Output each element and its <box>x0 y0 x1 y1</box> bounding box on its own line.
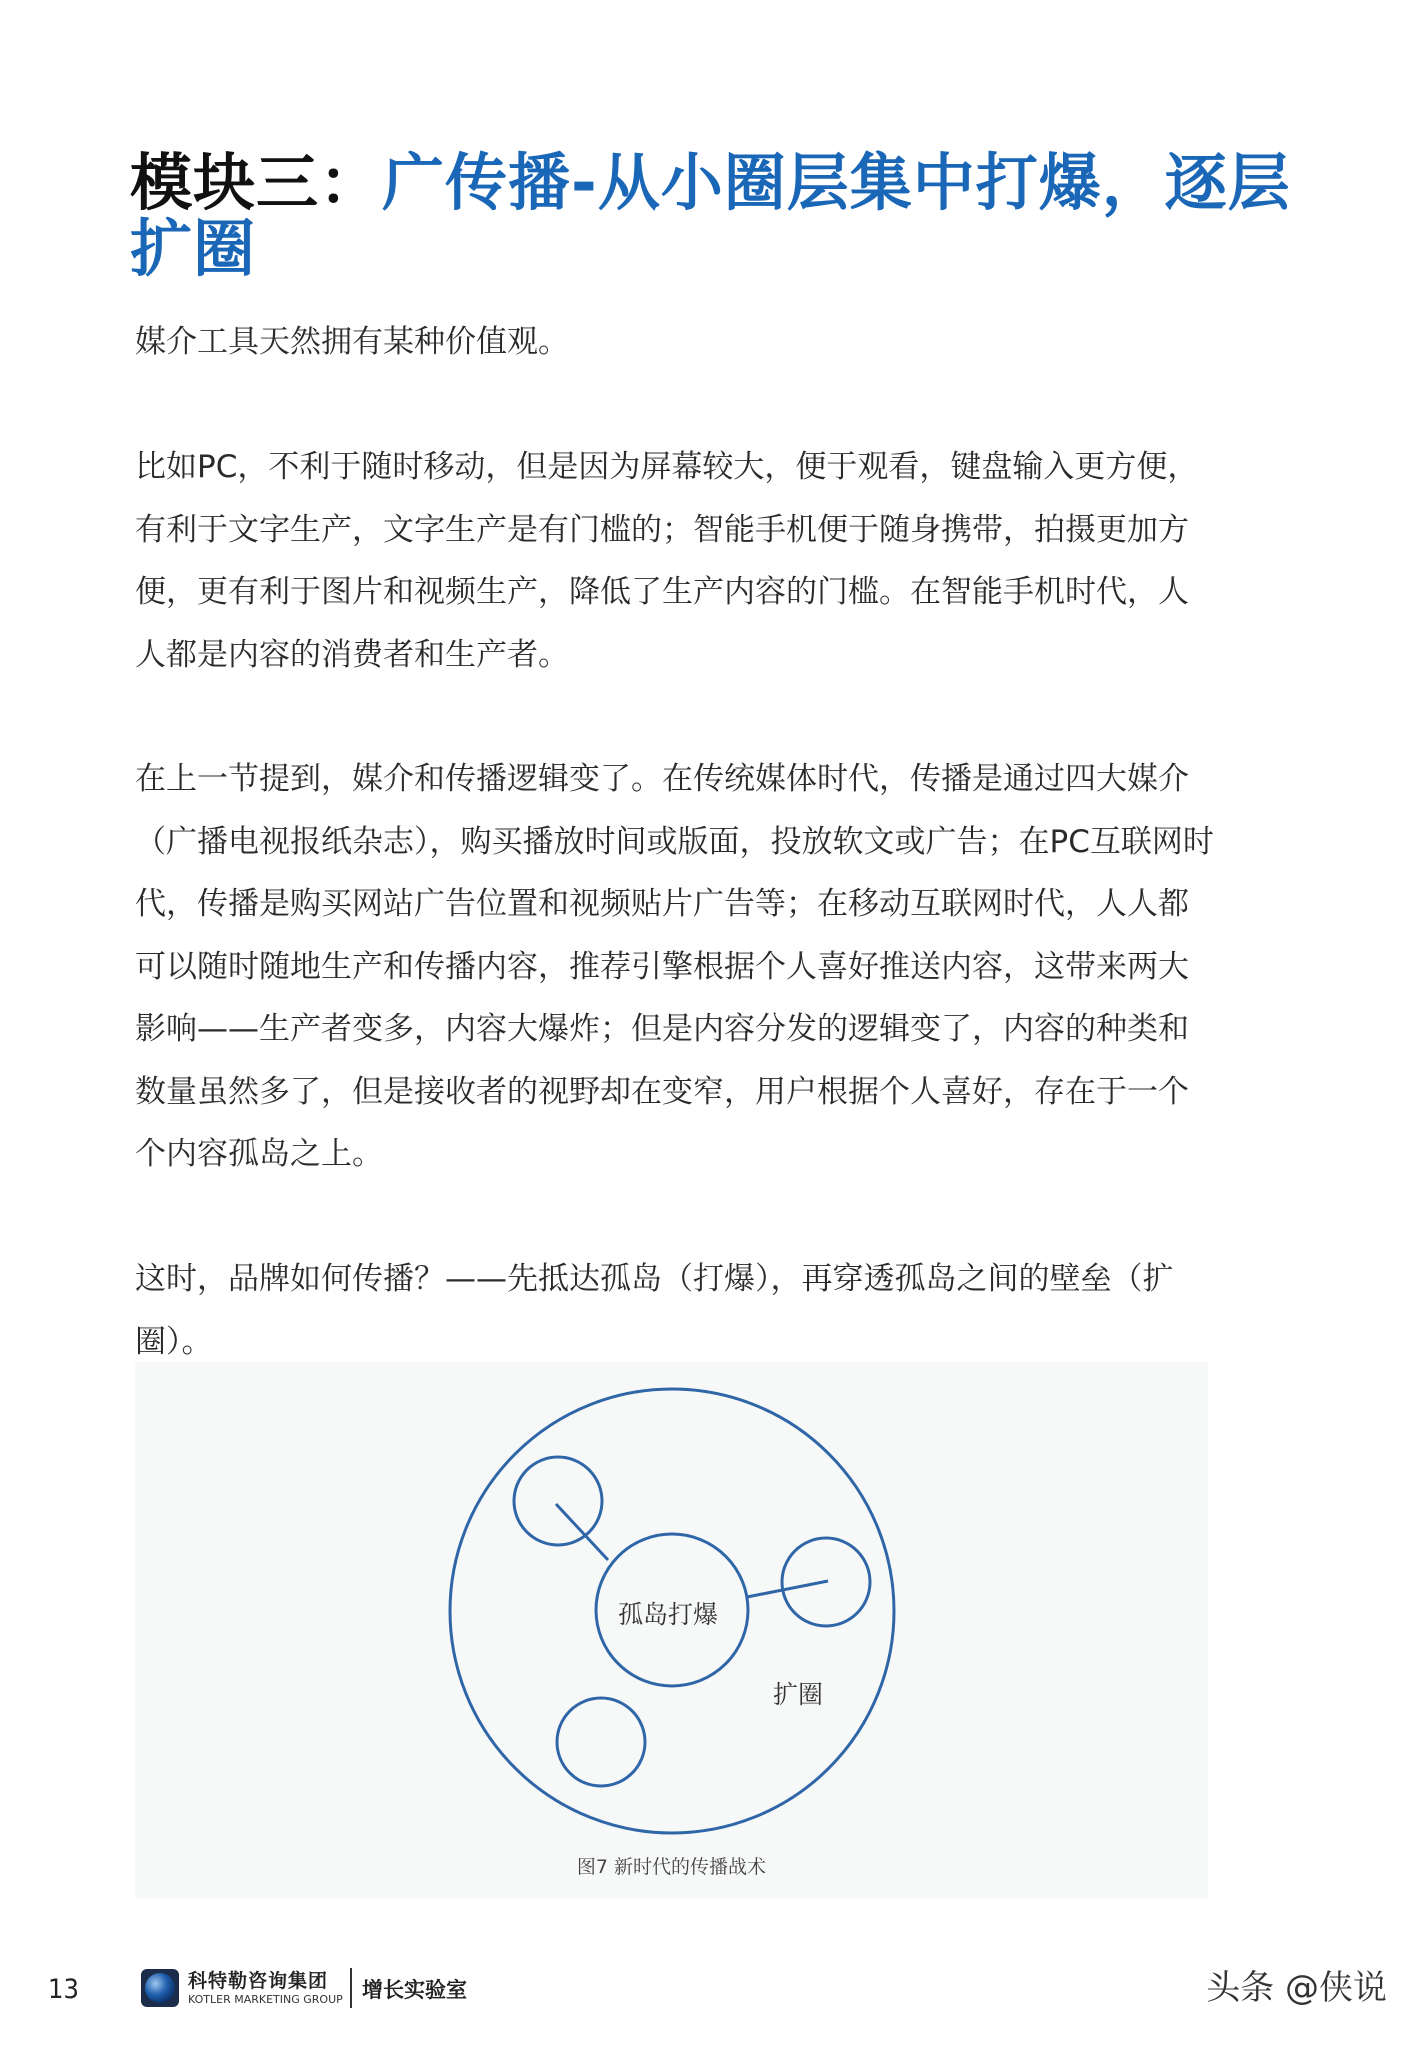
outer-label: 扩圈 <box>773 1680 824 1709</box>
center-label: 孤岛打爆 <box>618 1600 719 1629</box>
paragraph-4: 这时，品牌如何传播？——先抵达孤岛（打爆），再穿透孤岛之间的壁垒（扩圈）。 <box>135 1261 1174 1360</box>
page-footer <box>0 1960 1417 2030</box>
lab-name: 增长实验室 <box>362 1978 467 2002</box>
satellite-circle-bottom <box>557 1698 645 1786</box>
section-heading-prefix: 模块三： <box>130 146 383 219</box>
connector-right <box>747 1581 828 1597</box>
logo-chinese-name: 科特勒咨询集团 <box>188 1970 329 1992</box>
diagram-figure <box>135 1362 1208 1899</box>
footer-divider <box>350 1968 352 2008</box>
section-heading-main: 广传播-从小圈层集中打爆，逐层扩圈 <box>130 146 1291 285</box>
section-heading <box>130 146 1310 285</box>
page-number: 13 <box>48 1974 79 2005</box>
paragraph-1: 媒介工具天然拥有某种价值观。 <box>135 324 569 360</box>
kotler-logo-icon <box>140 1968 180 2008</box>
watermark: 头条 @侠说 <box>1206 1968 1387 2008</box>
satellite-circle-top-left <box>514 1457 602 1545</box>
paragraph-2: 比如PC，不利于随时移动，但是因为屏幕较大，便于观看，键盘输入更方便，有利于文字生产，文字生产是有门槛的；智能手机便于随身携带，拍摄更加方便，更有利于图片和视频生产，降低了生产内容的门槛。在智能手机时代，人人都是内容的消费者和生产者。 <box>135 449 1199 673</box>
logo-english-name: KOTLER MARKETING GROUP <box>188 1993 343 2006</box>
paragraph-3: 在上一节提到，媒介和传播逻辑变了。在传统媒体时代，传播是通过四大媒介（广播电视报纸杂志），购买播放时间或版面，投放软文或广告；在PC互联网时代，传播是购买网站广告位置和视频贴片广告等；在移动互联网时代，人人都可以随时随地生产和传播内容，推荐引擎根据个人喜好推送内容，这带来两大影响——生产者变多，内容大爆炸；但是内容分发的逻辑变了，内容的种类和数量虽然多了，但是接收者的视野却在变窄，用户根据个人喜好，存在于一个个内容孤岛之上。 <box>135 761 1214 1172</box>
figure-caption: 图7 新时代的传播战术 <box>576 1856 767 1878</box>
